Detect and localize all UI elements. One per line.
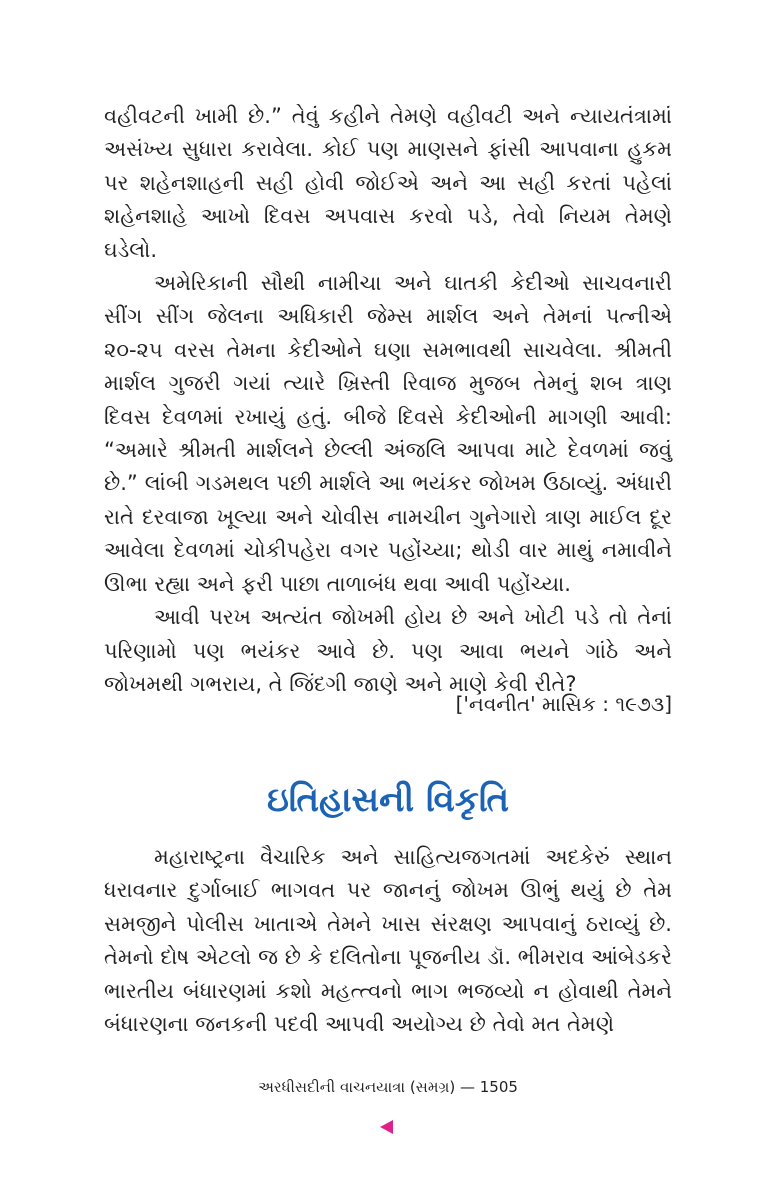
source-citation: ['નવનીત' માસિક : ૧૯૭૩] — [455, 692, 672, 716]
left-triangle-icon — [380, 1120, 393, 1134]
section-title: ઇતિહાસની વિકૃતિ — [266, 780, 510, 820]
paragraph-conclusion: આવી પરખ અત્યંત જોખમી હોય છે અને ખોટી પડે તો તેનાં પરિણામો પણ ભયંકર આવે છે. પણ આવા ભયને ગાંઠે અને જોખમથી ગભરાય, તે જિંદગી જાણે અને માણે કેવી રીતે? — [104, 605, 672, 696]
paragraph-history-distortion: મહારાષ્ટ્રના વૈચારિક અને સાહિત્યજગતમાં અદકેરું સ્થાન ધરાવનાર દુર્ગાબાઈ ભાગવત પર જાનનું જોખમ ઊભું થયું છે તેમ સમજીને પોલીસ ખાતાએ તેમને ખાસ સંરક્ષણ આપવાનું ઠરાવ્યું છે. તેમનો દોષ એટલો જ છે કે દલિતોના પૂજનીય ડૉ. ભીમરાવ આંબેડકરે ભારતીય બંધારણમાં કશો મહત્ત્વનો ભાગ ભજવ્યો ન હોવાથી તેમને બંધારણના જનકની પદવી આપવી અયોગ્ય છે તેવો મત તેમણે — [104, 845, 672, 1037]
page-footer: અરધીસદીની વાચનયાત્રા (સમગ્ર) — 1505 — [258, 1078, 518, 1096]
bottom-text-block — [104, 841, 672, 1041]
paragraph-sing-sing-jail: અમેરિકાની સૌથી નામીચા અને ઘાતકી કેદીઓ સાચવનારી સીંગ સીંગ જેલના અધિકારી જેમ્સ માર્શલ અને તેમનાં પત્નીએ ૨૦-૨૫ વરસ તેમના કેદીઓને ઘણા સમભાવથી સાચવેલા. શ્રીમતી માર્શલ ગુજરી ગયાં ત્યારે ખ્રિસ્તી રિવાજ મુજબ તેમનું શબ ત્રાણ દિવસ દેવળમાં રખાયું હતું. બીજે દિવસે કેદીઓની માગણી આવી: “અમારે શ્રીમતી માર્શલને છેલ્લી અંજલિ આપવા માટે દેવળમાં જવું છે.” લાંબી ગડમથલ પછી માર્શલે આ ભયંકર જોખમ ઉઠાવ્યું. અંધારી રાતે દરવાજા ખૂલ્યા અને ચોવીસ નામચીન ગુનેગારો ત્રાણ માઈલ દૂર આવેલા દેવળમાં ચોકીપહેરા વગર પહોંચ્યા; થોડી વાર માથું નમાવીને ઊભા રહ્યા અને ફરી પાછા તાળાબંધ થવા આવી પહોંચ્યા. — [104, 271, 672, 596]
paragraph-continuation: વહીવટની ખામી છે.” તેવું કહીને તેમણે વહીવટી અને ન્યાયતંત્રામાં અસંખ્ય સુધારા કરાવેલા. કોઈ પણ માણસને ફાંસી આપવાના હુકમ પર શહેનશાહની સહી હોવી જોઈએ અને આ સહી કરતાં પહેલાં શહેનશાહે આખો દિવસ અપવાસ કરવો પડે, તેવો નિયમ તેમણે ઘડેલો. — [104, 104, 672, 262]
top-text-block — [104, 100, 672, 701]
